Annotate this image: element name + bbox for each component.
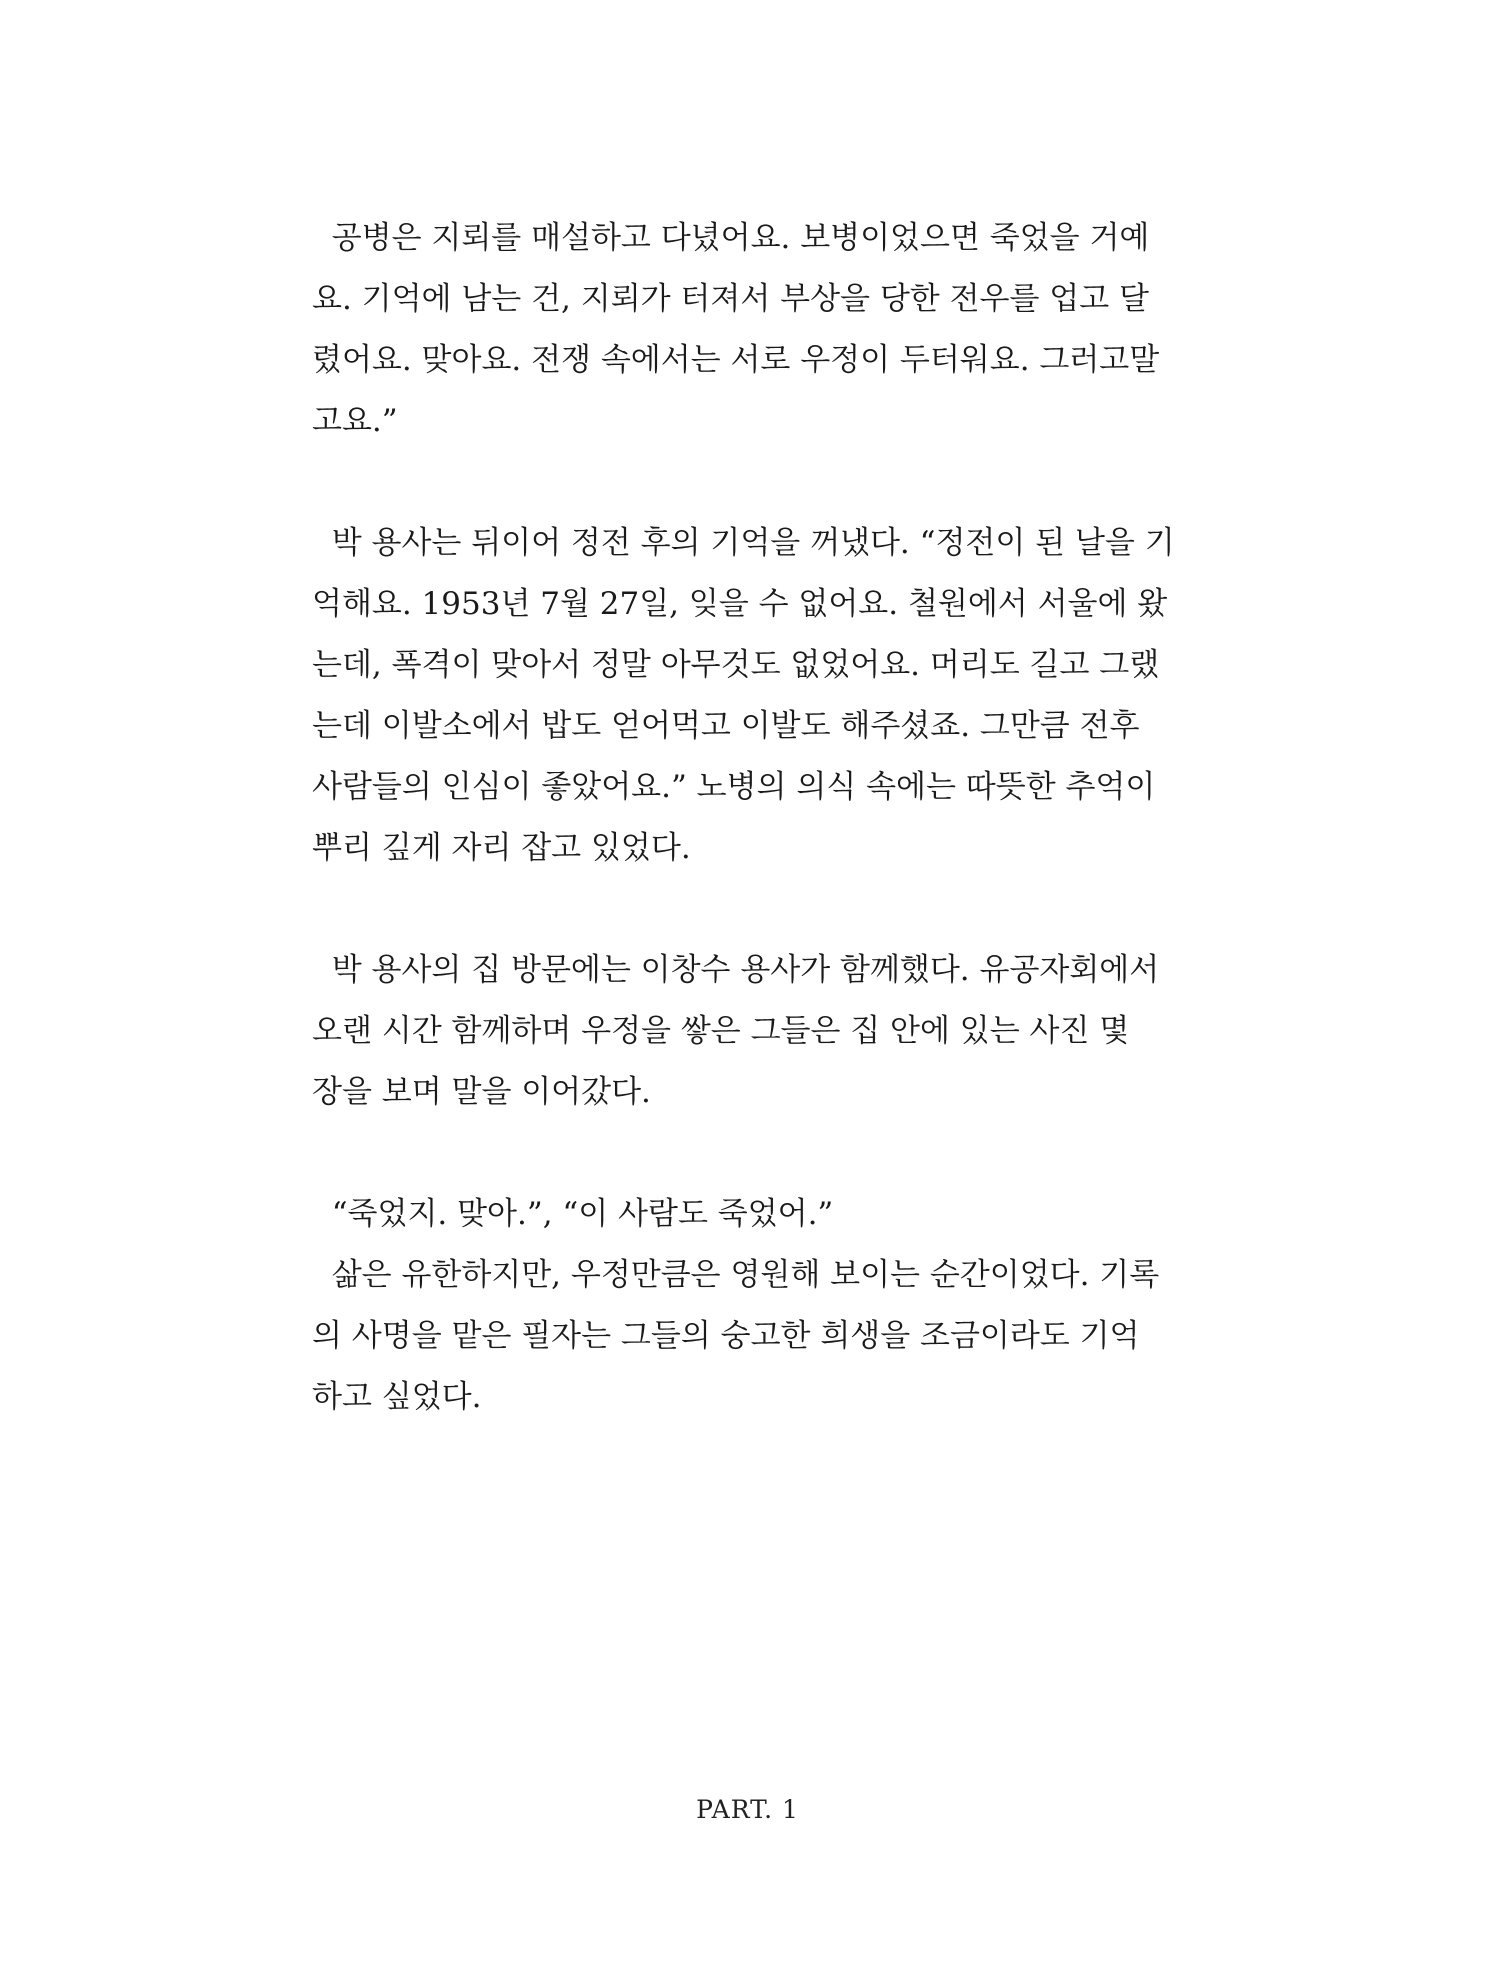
text-line: 공병은 지뢰를 매설하고 다녔어요. 보병이었으면 죽었을 거예 <box>312 220 1150 256</box>
page-body <box>312 208 1178 1428</box>
text-line: 고요.” <box>312 403 398 439</box>
text-line: 억해요. 1953년 7월 27일, 잊을 수 없어요. 철원에서 서울에 왔 <box>312 586 1168 622</box>
text-line: 박 용사는 뒤이어 정전 후의 기억을 꺼냈다. “정전이 된 날을 기 <box>312 525 1175 561</box>
page-footer: PART. 1 <box>696 1795 799 1824</box>
paragraph-gap <box>312 1123 1178 1184</box>
text-line: 박 용사의 집 방문에는 이창수 용사가 함께했다. 유공자회에서 <box>312 952 1160 988</box>
text-line: “죽었지. 맞아.”, “이 사람도 죽었어.” <box>312 1196 834 1232</box>
text-line: 오랜 시간 함께하며 우정을 쌓은 그들은 집 안에 있는 사진 몇 <box>312 1013 1130 1049</box>
text-line: 요. 기억에 남는 건, 지뢰가 터져서 부상을 당한 전우를 업고 달 <box>312 281 1149 317</box>
paragraph-4 <box>312 1184 1178 1428</box>
text-line: 는데 이발소에서 밥도 얻어먹고 이발도 해주셨죠. 그만큼 전후 <box>312 708 1140 744</box>
text-line: 사람들의 인심이 좋았어요.” 노병의 의식 속에는 따뜻한 추억이 <box>312 769 1156 805</box>
paragraph-2 <box>312 513 1178 879</box>
paragraph-gap <box>312 452 1178 513</box>
text-line: 삶은 유한하지만, 우정만큼은 영원해 보이는 순간이었다. 기록 <box>312 1257 1160 1293</box>
text-line: 뿌리 깊게 자리 잡고 있었다. <box>312 830 691 866</box>
text-line: 의 사명을 맡은 필자는 그들의 숭고한 희생을 조금이라도 기억 <box>312 1318 1140 1354</box>
text-line: 장을 보며 말을 이어갔다. <box>312 1074 651 1110</box>
paragraph-3 <box>312 940 1178 1123</box>
text-line: 렸어요. 맞아요. 전쟁 속에서는 서로 우정이 두터워요. 그러고말 <box>312 342 1160 378</box>
text-line: 하고 싶었다. <box>312 1379 482 1415</box>
paragraph-gap <box>312 879 1178 940</box>
text-line: 는데, 폭격이 맞아서 정말 아무것도 없었어요. 머리도 길고 그랬 <box>312 647 1160 683</box>
paragraph-1 <box>312 208 1178 452</box>
